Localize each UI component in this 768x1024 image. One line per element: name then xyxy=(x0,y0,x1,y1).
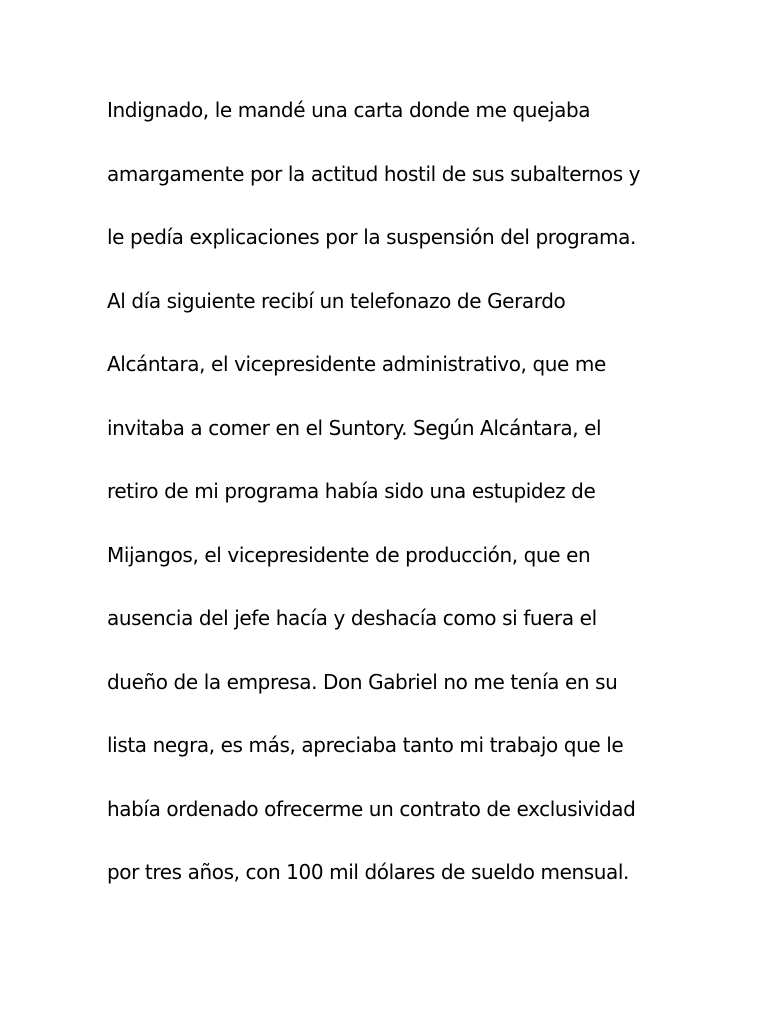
text-line-8: Mijangos, el vicepresidente de producción, que en xyxy=(107,542,591,567)
text-line-6: invitaba a comer en el Suntory. Según Alcántara, el xyxy=(107,415,602,440)
text-line-1: Indignado, le mandé una carta donde me quejaba xyxy=(107,98,591,122)
text-line-3: le pedía explicaciones por la suspensión del programa. xyxy=(107,225,636,249)
text-line-13: por tres años, con 100 mil dólares de sueldo mensual. xyxy=(107,860,630,884)
text-line-7: retiro de mi programa había sido una estupidez de xyxy=(107,479,596,503)
body-text xyxy=(107,90,707,916)
text-line-12: había ordenado ofrecerme un contrato de exclusividad xyxy=(107,796,636,821)
text-line-9: ausencia del jefe hacía y deshacía como si fuera el xyxy=(107,606,597,630)
text-line-11: lista negra, es más, apreciaba tanto mi trabajo que le xyxy=(107,733,624,757)
text-line-10: dueño de la empresa. Don Gabriel no me tenía en su xyxy=(107,669,618,694)
text-line-4: Al día siguiente recibí un telefonazo de Gerardo xyxy=(107,288,566,313)
text-line-5: Alcántara, el vicepresidente administrativo, que me xyxy=(107,352,606,376)
text-line-2: amargamente por la actitud hostil de sus subalternos y xyxy=(107,161,641,186)
